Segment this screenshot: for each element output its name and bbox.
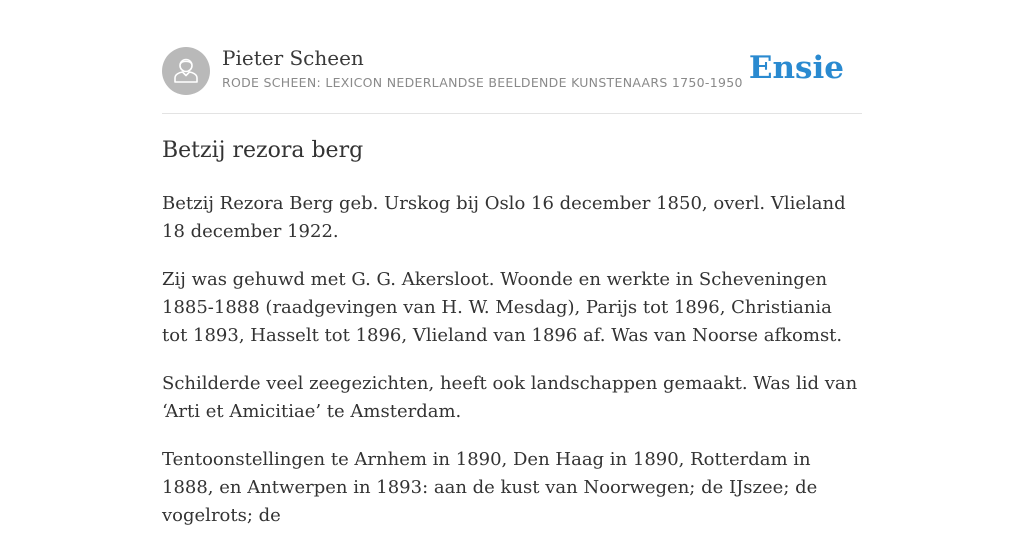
article-paragraph-intro: Betzij Rezora Berg geb. Urskog bij Oslo 16 december 1850, overl. Vlieland 18 december 1922. <box>162 193 846 242</box>
article-header <box>162 46 862 96</box>
author-source: RODE SCHEEN: LEXICON NEDERLANDSE BEELDENDE KUNSTENAARS 1750-1950 <box>222 75 743 90</box>
article-paragraph-exhibitions: Tentoonstellingen te Arnhem in 1890, Den Haag in 1890, Rotterdam in 1888, en Antwerpen in 1893: aan de kust van Noorwegen; de IJszee; de vogelrots; de <box>162 449 818 526</box>
page-title: Betzij rezora berg <box>162 138 364 163</box>
user-avatar-icon <box>162 47 210 95</box>
article-paragraph-marriage: Zij was gehuwd met G. G. Akersloot. Woonde en werkte in Scheveningen 1885-1888 (raadgevingen van H. W. Mesdag), Parijs tot 1896, Christiania tot 1893, Hasselt tot 1896, Vlieland van 1896 af. Was van Noorse afkomst. <box>162 269 843 346</box>
ensie-logo[interactable]: Ensie <box>748 50 844 86</box>
article-body <box>162 190 862 550</box>
author-avatar[interactable] <box>162 47 210 95</box>
article-paragraph-work: Schilderde veel zeegezichten, heeft ook landschappen gemaakt. Was lid van ‘Arti et Amicitiae’ te Amsterdam. <box>162 373 858 422</box>
header-divider <box>162 113 862 114</box>
author-name[interactable]: Pieter Scheen <box>222 46 364 70</box>
